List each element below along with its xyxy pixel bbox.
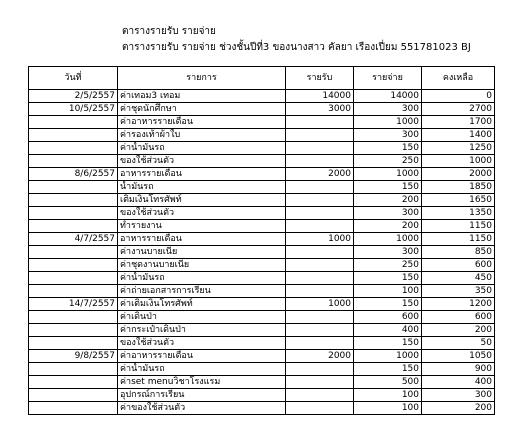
cell-balance: 1400 (422, 129, 495, 142)
cell-income (286, 272, 354, 285)
cell-item: ค่าน้ำมันรถ (118, 272, 286, 285)
cell-expense: 100 (354, 402, 422, 415)
cell-item: ค่ากระเป๋าเดินป่า (118, 324, 286, 337)
cell-balance: 300 (422, 389, 495, 402)
table-row (29, 194, 495, 207)
cell-expense: 500 (354, 376, 422, 389)
cell-expense: 600 (354, 311, 422, 324)
cell-income (286, 285, 354, 298)
header-date: วันที่ (29, 67, 118, 90)
cell-income (286, 207, 354, 220)
cell-expense: 14000 (354, 90, 422, 103)
cell-income (286, 311, 354, 324)
cell-item: น้ำมันรถ (118, 181, 286, 194)
header-item: รายการ (118, 67, 286, 90)
cell-expense: 200 (354, 194, 422, 207)
cell-income: 1000 (286, 233, 354, 246)
table-row (29, 116, 495, 129)
cell-date (29, 129, 118, 142)
cell-date (29, 389, 118, 402)
cell-date (29, 376, 118, 389)
table-row (29, 233, 495, 246)
cell-balance: 2000 (422, 168, 495, 181)
table-row (29, 311, 495, 324)
table-row (29, 389, 495, 402)
cell-expense: 1000 (354, 116, 422, 129)
cell-item: ทำรายงาน (118, 220, 286, 233)
cell-balance: 1850 (422, 181, 495, 194)
cell-date: 8/6/2557 (29, 168, 118, 181)
cell-date (29, 311, 118, 324)
cell-balance: 1050 (422, 350, 495, 363)
cell-date (29, 116, 118, 129)
cell-date (29, 155, 118, 168)
table-row (29, 324, 495, 337)
cell-date (29, 337, 118, 350)
cell-date (29, 402, 118, 415)
header-balance: คงเหลือ (422, 67, 495, 90)
cell-item: ค่าเติมเงินโทรศัพท์ (118, 298, 286, 311)
table-row (29, 103, 495, 116)
cell-item: ค่าถ่ายเอกสารการเรียน (118, 285, 286, 298)
cell-income (286, 259, 354, 272)
cell-expense: 400 (354, 324, 422, 337)
cell-date: 2/5/2557 (29, 90, 118, 103)
cell-date (29, 272, 118, 285)
table-row (29, 298, 495, 311)
cell-income: 2000 (286, 350, 354, 363)
cell-item: ค่าเดินป่า (118, 311, 286, 324)
table-row (29, 363, 495, 376)
cell-expense: 100 (354, 285, 422, 298)
cell-item: ค่าset menuวิชาโรงแรม (118, 376, 286, 389)
cell-balance: 1150 (422, 220, 495, 233)
cell-income (286, 363, 354, 376)
table-row (29, 181, 495, 194)
cell-item: ค่าชุดนักศึกษา (118, 103, 286, 116)
cell-item: ค่าชุดงานบายเนีย (118, 259, 286, 272)
cell-income: 2000 (286, 168, 354, 181)
table-row (29, 402, 495, 415)
table-row (29, 220, 495, 233)
cell-balance: 200 (422, 324, 495, 337)
cell-income (286, 155, 354, 168)
cell-income (286, 337, 354, 350)
cell-balance: 50 (422, 337, 495, 350)
cell-item: ค่าน้ำมันรถ (118, 363, 286, 376)
cell-balance: 1200 (422, 298, 495, 311)
cell-date: 10/5/2557 (29, 103, 118, 116)
cell-balance: 600 (422, 311, 495, 324)
cell-balance: 2700 (422, 103, 495, 116)
cell-balance: 200 (422, 402, 495, 415)
cell-expense: 250 (354, 259, 422, 272)
cell-expense: 300 (354, 207, 422, 220)
cell-date (29, 285, 118, 298)
cell-expense: 1000 (354, 350, 422, 363)
cell-expense: 150 (354, 181, 422, 194)
cell-date (29, 324, 118, 337)
cell-expense: 300 (354, 129, 422, 142)
cell-expense: 150 (354, 337, 422, 350)
cell-item: อาหารรายเดือน (118, 233, 286, 246)
table-row (29, 350, 495, 363)
table-row (29, 285, 495, 298)
cell-date (29, 363, 118, 376)
table-body (29, 90, 495, 415)
cell-balance: 1000 (422, 155, 495, 168)
cell-expense: 200 (354, 220, 422, 233)
cell-item: ค่างานบายเนีย (118, 246, 286, 259)
cell-item: ค่าเทอม3 เทอม (118, 90, 286, 103)
cell-income (286, 402, 354, 415)
cell-date: 9/8/2557 (29, 350, 118, 363)
cell-date: 4/7/2557 (29, 233, 118, 246)
income-expense-table (28, 66, 495, 415)
cell-item: เติมเงินโทรศัพท์ (118, 194, 286, 207)
cell-income (286, 181, 354, 194)
cell-balance: 1650 (422, 194, 495, 207)
cell-item: อาหารรายเดือน (118, 168, 286, 181)
cell-balance: 1350 (422, 207, 495, 220)
cell-expense: 300 (354, 103, 422, 116)
cell-expense: 150 (354, 363, 422, 376)
cell-date (29, 207, 118, 220)
cell-date (29, 220, 118, 233)
document-title: ตารางรายรับ รายจ่าย (122, 26, 216, 37)
table-row (29, 376, 495, 389)
cell-date (29, 181, 118, 194)
cell-income: 1000 (286, 298, 354, 311)
cell-expense: 150 (354, 272, 422, 285)
cell-item: ค่าอาหารรายเดือน (118, 350, 286, 363)
cell-item: อุปกรณ์การเรียน (118, 389, 286, 402)
cell-item: ค่าน้ำมันรถ (118, 142, 286, 155)
table-row (29, 246, 495, 259)
cell-date (29, 194, 118, 207)
cell-balance: 350 (422, 285, 495, 298)
table-row (29, 207, 495, 220)
table-row (29, 337, 495, 350)
cell-income (286, 246, 354, 259)
cell-income (286, 116, 354, 129)
cell-income (286, 376, 354, 389)
cell-balance: 600 (422, 259, 495, 272)
cell-item: ค่าอาหารรายเดือน (118, 116, 286, 129)
cell-item: ของใช้ส่วนตัว (118, 207, 286, 220)
header-row (29, 67, 495, 90)
cell-item: ค่าของใช้ส่วนตัว (118, 402, 286, 415)
cell-date (29, 246, 118, 259)
cell-date: 14/7/2557 (29, 298, 118, 311)
cell-balance: 1150 (422, 233, 495, 246)
cell-balance: 1700 (422, 116, 495, 129)
table-row (29, 90, 495, 103)
cell-income (286, 324, 354, 337)
table-row (29, 259, 495, 272)
cell-expense: 1000 (354, 233, 422, 246)
cell-balance: 400 (422, 376, 495, 389)
cell-income (286, 389, 354, 402)
table-row (29, 168, 495, 181)
cell-income: 3000 (286, 103, 354, 116)
cell-income: 14000 (286, 90, 354, 103)
cell-balance: 900 (422, 363, 495, 376)
header-income: รายรับ (286, 67, 354, 90)
cell-income (286, 194, 354, 207)
table-row (29, 129, 495, 142)
cell-income (286, 142, 354, 155)
cell-expense: 150 (354, 142, 422, 155)
header-expense: รายจ่าย (354, 67, 422, 90)
cell-expense: 250 (354, 155, 422, 168)
cell-income (286, 129, 354, 142)
cell-date (29, 142, 118, 155)
table-row (29, 142, 495, 155)
cell-expense: 1000 (354, 168, 422, 181)
cell-expense: 150 (354, 298, 422, 311)
table-row (29, 272, 495, 285)
document-subtitle: ตารางรายรับ รายจ่าย ช่วงชั้นปีที่3 ของนางสาว คัลยา เรืองเปี่ยม 551781023 BJ (122, 42, 471, 53)
cell-balance: 1250 (422, 142, 495, 155)
cell-item: ของใช้ส่วนตัว (118, 155, 286, 168)
cell-income (286, 220, 354, 233)
cell-date (29, 259, 118, 272)
cell-item: ของใช้ส่วนตัว (118, 337, 286, 350)
cell-expense: 300 (354, 246, 422, 259)
table-row (29, 155, 495, 168)
cell-balance: 450 (422, 272, 495, 285)
cell-expense: 100 (354, 389, 422, 402)
cell-balance: 850 (422, 246, 495, 259)
cell-item: ค่ารองเท้าผ้าใบ (118, 129, 286, 142)
cell-balance: 0 (422, 90, 495, 103)
